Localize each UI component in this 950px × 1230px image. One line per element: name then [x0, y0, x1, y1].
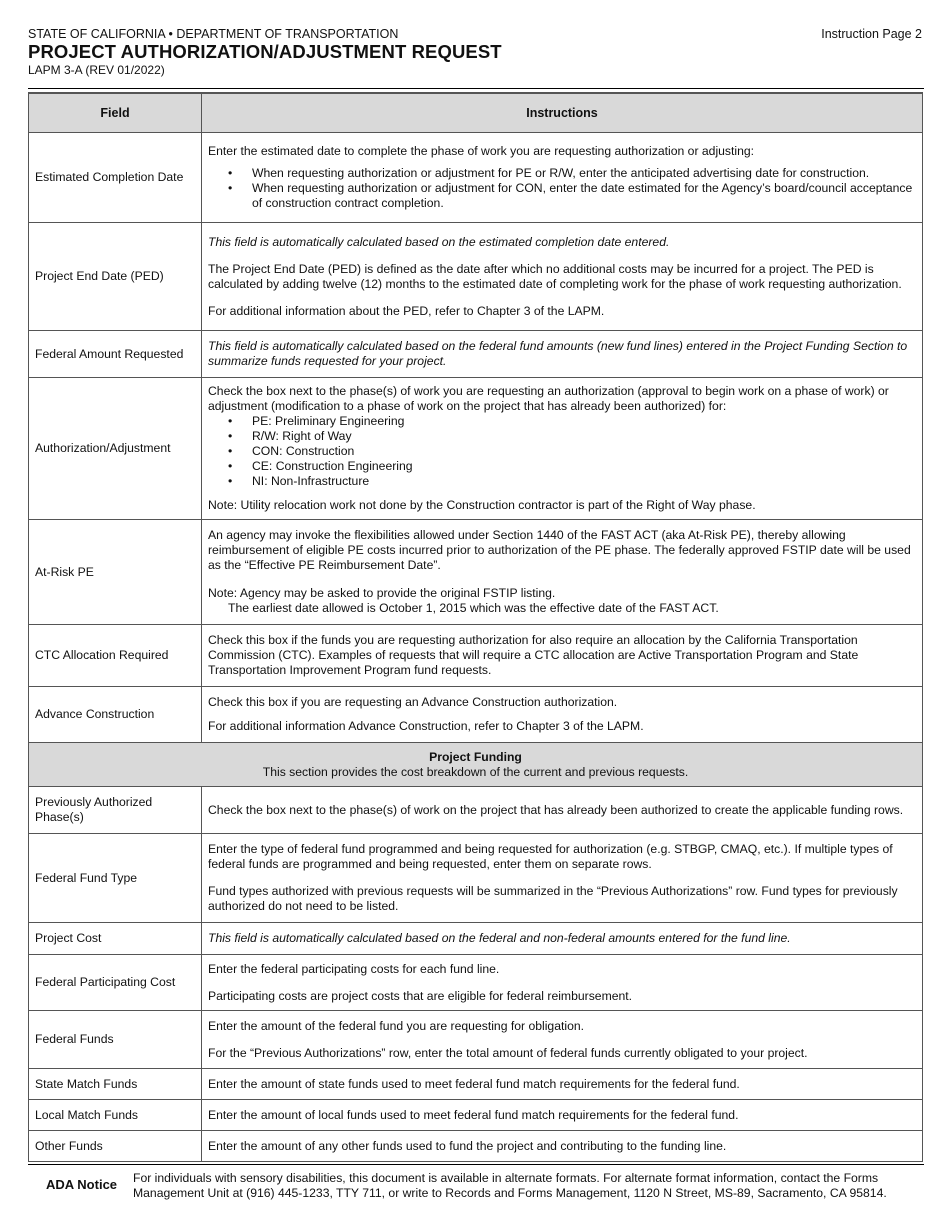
table-row: [29, 1011, 923, 1069]
instruction-cell: [202, 1131, 923, 1162]
table-row: [29, 1100, 923, 1131]
table-row: [29, 787, 923, 834]
instruction-cell: [202, 923, 923, 955]
instruction-note: Note: Utility relocation work not done by the Construction contractor is part of the Right of Way phase.: [208, 498, 756, 512]
instruction-text: For the “Previous Authorizations” row, enter the total amount of federal funds currently obligated to your project.: [208, 1045, 808, 1060]
footer-divider: [28, 1164, 924, 1165]
field-name: CTC Allocation Required: [29, 625, 202, 687]
table-row: [29, 955, 923, 1011]
list-item: • NI: Non-Infrastructure: [252, 474, 916, 489]
instruction-text: The Project End Date (PED) is defined as the date after which no additional costs may be incurred for a project. The PED is calculated by adding twelve (12) months to the estimated date of completing work for the phase of work requesting authorization.: [208, 261, 902, 291]
ada-text: For individuals with sensory disabilities, this document is available in alternate formats. For alternate format information, contact the Forms Management Unit at (916) 445-1233, TTY 711, or write to Records and Forms Management, 1120 N Street, MS-89, Sacramento, CA 95814.: [133, 1171, 887, 1200]
table-row: [29, 520, 923, 625]
instruction-text: Enter the type of federal fund programmed and being requested for authorization (e.g. STBGP, CMAQ, etc.). If multiple types of federal funds are programmed and being requested, enter them on separate rows.: [208, 842, 893, 871]
instruction-cell: [202, 133, 923, 223]
column-header-instructions: Instructions: [202, 93, 923, 133]
table-row: [29, 331, 923, 378]
phase-list: [208, 414, 916, 489]
list-item: • PE: Preliminary Engineering: [252, 414, 916, 429]
table-row: [29, 133, 923, 223]
list-item: • CON: Construction: [252, 444, 916, 459]
instruction-cell: [202, 955, 923, 1011]
instruction-text: Enter the amount of the federal fund you are requesting for obligation.: [208, 1018, 585, 1033]
table-header-row: [29, 93, 923, 133]
project-funding-section: [29, 743, 923, 787]
field-name: Federal Amount Requested: [29, 331, 202, 378]
instructions-table: [28, 92, 923, 1162]
agency-line: STATE OF CALIFORNIA • DEPARTMENT OF TRANSPORTATION: [28, 27, 399, 41]
field-name: State Match Funds: [29, 1069, 202, 1100]
instruction-text: Enter the amount of any other funds used to fund the project and contributing to the funding line.: [208, 1138, 727, 1153]
instruction-cell: [202, 331, 923, 378]
instruction-note: The earliest date allowed is October 1, 2015 which was the effective date of the FAST ACT.: [228, 601, 719, 615]
instruction-text: An agency may invoke the flexibilities allowed under Section 1440 of the FAST ACT (aka At-Risk PE), thereby allowing reimbursement of eligible PE costs incurred prior to authorization of the PE phase. The federally approved FSTIP date will be used as the “Effective PE Reimbursement Date”.: [208, 528, 911, 572]
ada-label: ADA Notice: [46, 1177, 118, 1192]
table-row: [29, 223, 923, 331]
section-header-row: [29, 743, 923, 787]
table-row: [29, 625, 923, 687]
table-row: [29, 687, 923, 743]
list-item: • CE: Construction Engineering: [252, 459, 916, 474]
instruction-text: For additional information about the PED, refer to Chapter 3 of the LAPM.: [208, 303, 605, 318]
list-item: • R/W: Right of Way: [252, 429, 916, 444]
list-item: • When requesting authorization or adjustment for CON, enter the date estimated for the Agency’s board/council acceptance of construction contract completion.: [252, 181, 916, 211]
instruction-cell: [202, 1069, 923, 1100]
field-name: Other Funds: [29, 1131, 202, 1162]
header-divider: [28, 88, 924, 89]
instruction-cell: [202, 834, 923, 923]
instruction-text: Check this box if you are requesting an Advance Construction authorization.: [208, 695, 618, 709]
instruction-text: This field is automatically calculated based on the estimated completion date entered.: [208, 234, 670, 249]
instruction-cell: [202, 1100, 923, 1131]
field-name: Federal Fund Type: [29, 834, 202, 923]
instruction-cell: [202, 378, 923, 520]
form-title: PROJECT AUTHORIZATION/ADJUSTMENT REQUEST: [28, 41, 502, 62]
list-item: • When requesting authorization or adjustment for PE or R/W, enter the anticipated advertising date for construction.: [252, 166, 916, 181]
instruction-cell: [202, 1011, 923, 1069]
table-row: [29, 1069, 923, 1100]
field-name: Project End Date (PED): [29, 223, 202, 331]
field-name: At-Risk PE: [29, 520, 202, 625]
field-name: Federal Participating Cost: [29, 955, 202, 1011]
instruction-text: Enter the federal participating costs for each fund line.: [208, 961, 500, 976]
page-label: Instruction Page 2: [821, 27, 922, 41]
instruction-cell: [202, 223, 923, 331]
instruction-text: Enter the estimated date to complete the phase of work you are requesting authorization or adjusting:: [208, 144, 755, 158]
instruction-bullets: [208, 166, 916, 211]
instruction-text: Enter the amount of state funds used to meet federal fund match requirements for the federal fund.: [208, 1076, 740, 1091]
instruction-note: Note: Agency may be asked to provide the original FSTIP listing.: [208, 586, 556, 600]
document-header: [28, 27, 924, 87]
instruction-text: For additional information Advance Construction, refer to Chapter 3 of the LAPM.: [208, 719, 644, 733]
instruction-cell: [202, 787, 923, 834]
field-name: Project Cost: [29, 923, 202, 955]
section-subtitle: This section provides the cost breakdown of the current and previous requests.: [262, 764, 689, 779]
instruction-text: Check the box next to the phase(s) of work on the project that has already been authorized to create the applicable funding rows.: [208, 802, 904, 817]
instruction-cell: [202, 687, 923, 743]
table-row: [29, 923, 923, 955]
form-number: LAPM 3-A (REV 01/2022): [28, 63, 165, 77]
section-title: Project Funding: [429, 749, 522, 764]
table-row: [29, 378, 923, 520]
instruction-text: Fund types authorized with previous requests will be summarized in the “Previous Authorizations” row. Fund types for previously authorized do not need to be listed.: [208, 884, 898, 913]
column-header-field: Field: [29, 93, 202, 133]
instruction-text: Participating costs are project costs that are eligible for federal reimbursement.: [208, 988, 633, 1003]
table-row: [29, 1131, 923, 1162]
instruction-cell: [202, 520, 923, 625]
instruction-text: This field is automatically calculated based on the federal and non-federal amounts entered for the fund line.: [208, 931, 791, 945]
table-row: [29, 834, 923, 923]
field-name: Previously Authorized Phase(s): [29, 787, 202, 834]
field-name: Advance Construction: [29, 687, 202, 743]
instruction-text: Enter the amount of local funds used to meet federal fund match requirements for the federal fund.: [208, 1107, 739, 1122]
instruction-cell: [202, 625, 923, 687]
field-name: Federal Funds: [29, 1011, 202, 1069]
instruction-text: Check the box next to the phase(s) of work you are requesting an authorization (approval to begin work on a phase of work) or adjustment (modification to a phase of work on the project that has already been authorized) for:: [208, 384, 889, 413]
instruction-text: Check this box if the funds you are requesting authorization for also require an allocation by the California Transportation Commission (CTC). Examples of requests that will require a CTC allocation are Active Transportation Program and State Transportation Improvement Program fund requests.: [208, 633, 859, 677]
field-name: Estimated Completion Date: [29, 133, 202, 223]
instruction-text: This field is automatically calculated based on the federal fund amounts (new fund lines) entered in the Project Funding Section to summarize funds requested for your project.: [208, 339, 908, 368]
field-name: Local Match Funds: [29, 1100, 202, 1131]
field-name: Authorization/Adjustment: [29, 378, 202, 520]
